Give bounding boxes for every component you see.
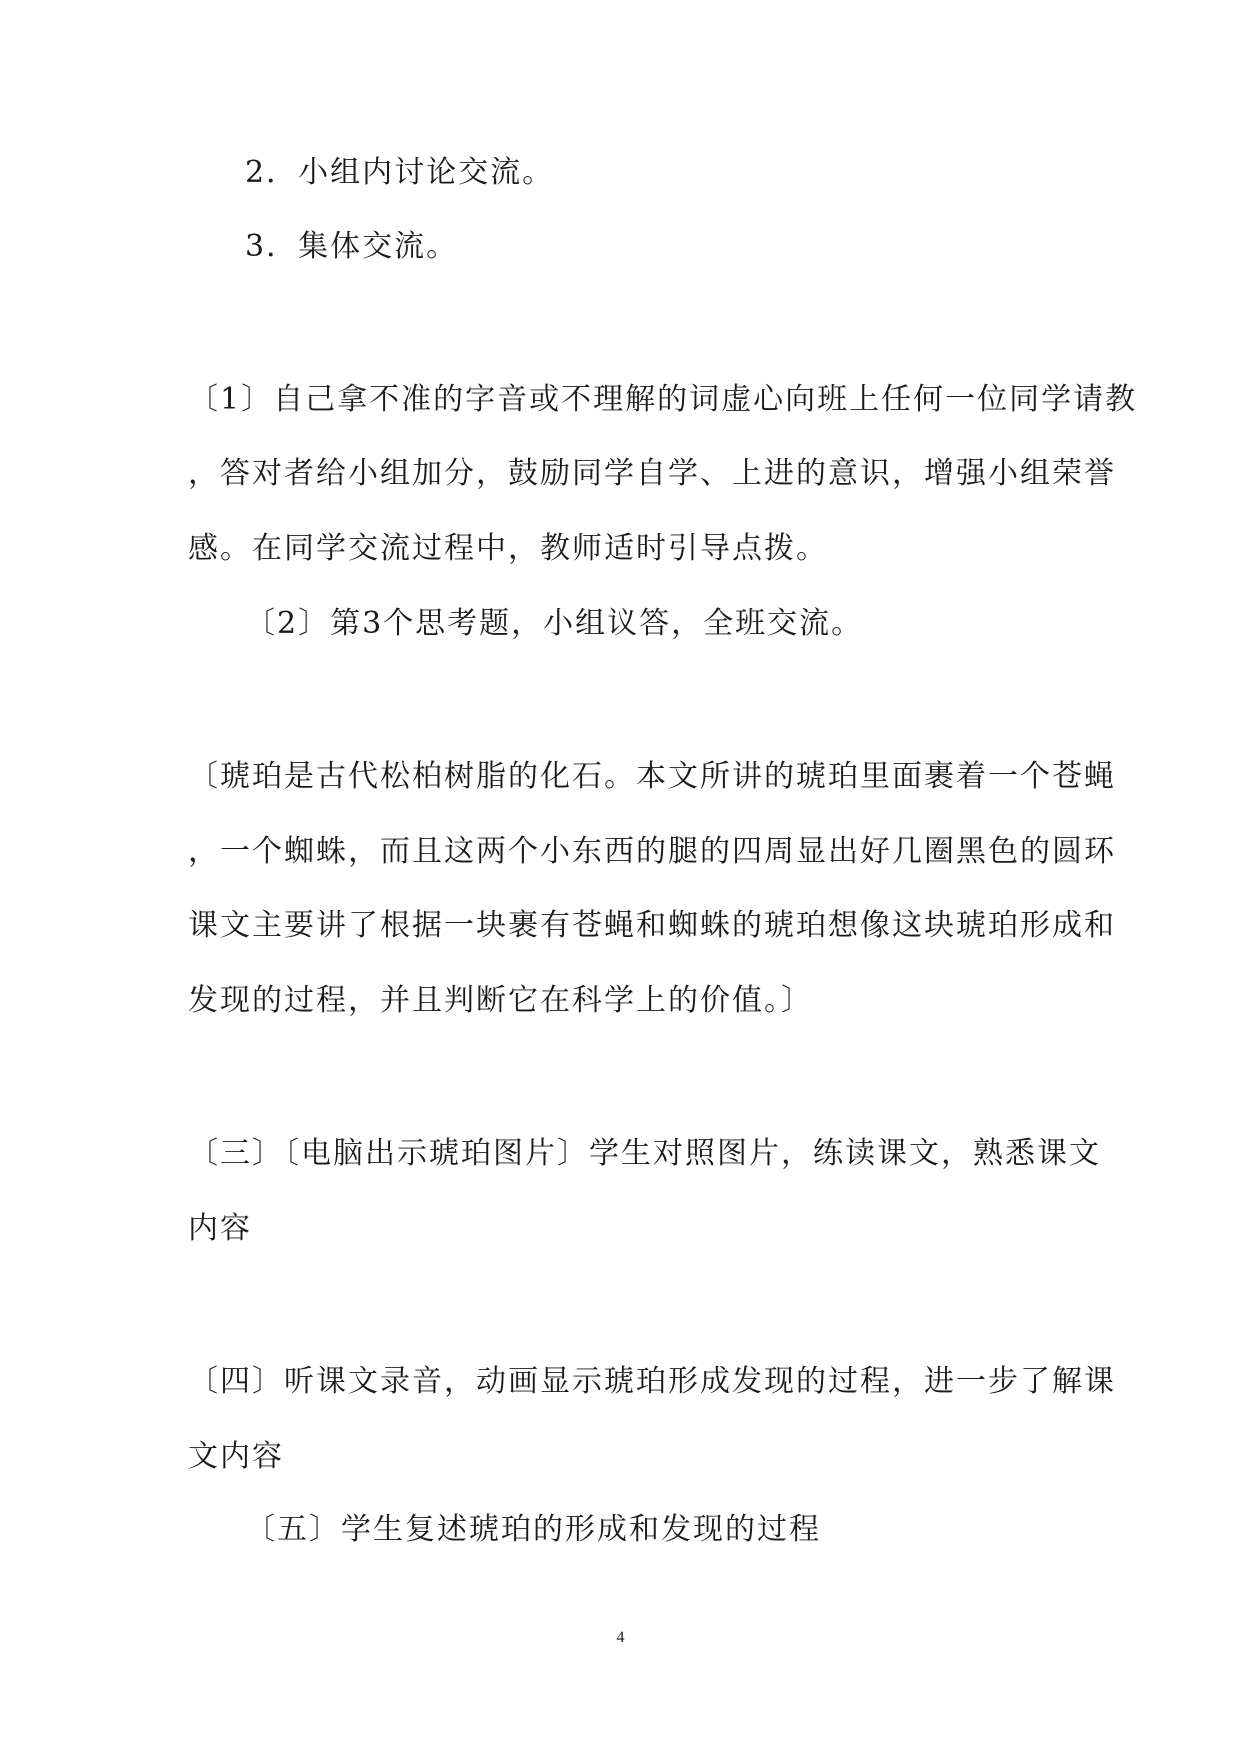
section-4-line-2: 文内容 <box>188 1439 284 1474</box>
section-3-line-2: 内容 <box>188 1211 252 1246</box>
section-4-line-1: 〔四〕听课文录音，动画显示琥珀形成发现的过程，进一步了解课 <box>188 1364 1116 1399</box>
paragraph-1-line-1: 〔1〕自己拿不准的字音或不理解的词虚心向班上任何一位同学请教 <box>188 382 1138 417</box>
paragraph-3-line-2: ，一个蜘蛛，而且这两个小东西的腿的四周显出好几圈黑色的圆环 <box>188 834 1116 869</box>
paragraph-2: 〔2〕第3个思考题，小组议答，全班交流。 <box>245 606 864 641</box>
paragraph-3-line-3: 课文主要讲了根据一块裹有苍蝇和蜘蛛的琥珀想像这块琥珀形成和 <box>188 908 1116 943</box>
paragraph-3-line-1: 〔琥珀是古代松柏树脂的化石。本文所讲的琥珀里面裹着一个苍蝇 <box>188 759 1116 794</box>
list-item-2: 2．小组内讨论交流。 <box>245 155 555 190</box>
list-item-3: 3．集体交流。 <box>245 229 459 264</box>
section-5: 〔五〕学生复述琥珀的形成和发现的过程 <box>245 1512 821 1547</box>
section-3-line-1: 〔三〕〔电脑出示琥珀图片〕学生对照图片，练读课文，熟悉课文 <box>188 1136 1101 1171</box>
paragraph-1-line-2: ，答对者给小组加分，鼓励同学自学、上进的意识，增强小组荣誉 <box>188 456 1116 491</box>
page-number: 4 <box>616 1629 625 1646</box>
paragraph-1-line-3: 感。在同学交流过程中，教师适时引导点拨。 <box>188 531 828 566</box>
paragraph-3-line-4: 发现的过程，并且判断它在科学上的价值。〕 <box>188 983 813 1018</box>
